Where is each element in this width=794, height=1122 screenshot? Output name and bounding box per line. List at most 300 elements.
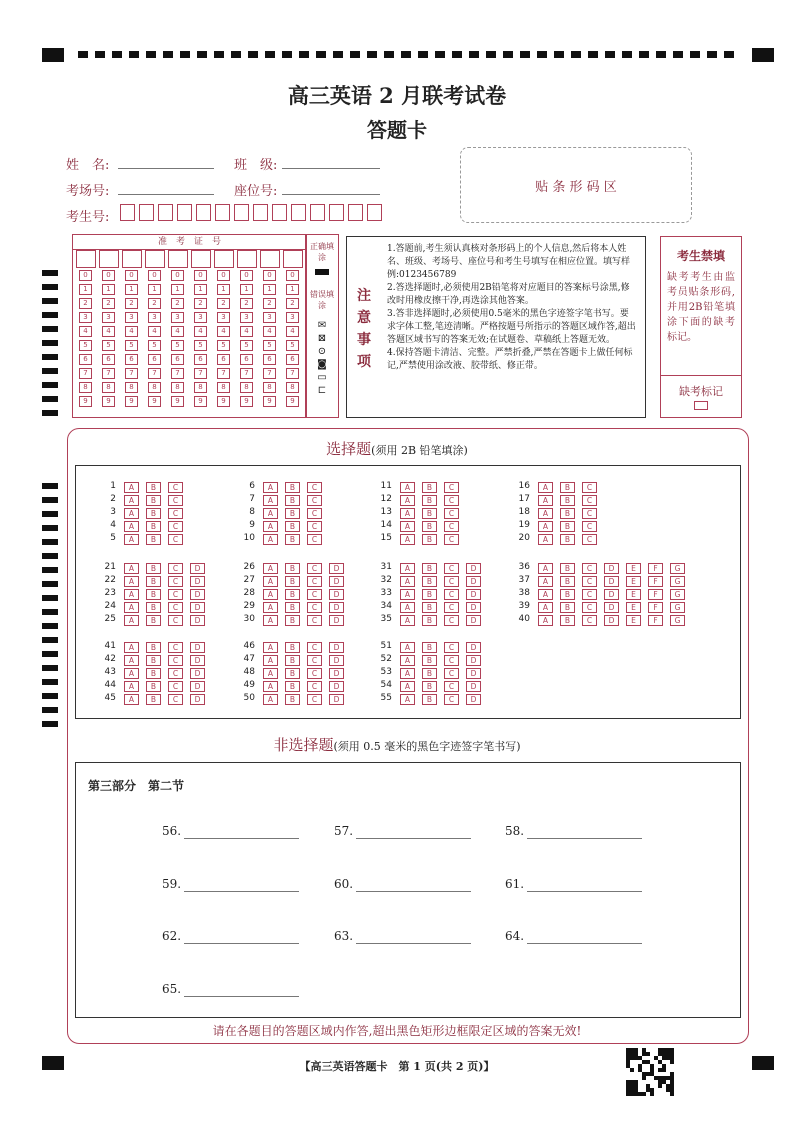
option-bubble[interactable]: B <box>422 694 437 705</box>
exam-digit-bubble[interactable]: 4 <box>263 326 276 337</box>
option-bubble[interactable]: C <box>307 495 322 506</box>
class-field[interactable] <box>282 168 380 169</box>
exam-digit-bubble[interactable]: 2 <box>148 298 161 309</box>
option-bubble[interactable]: A <box>124 508 139 519</box>
option-bubble[interactable]: A <box>263 563 278 574</box>
exam-digit-bubble[interactable]: 4 <box>102 326 115 337</box>
option-bubble[interactable]: A <box>400 655 415 666</box>
exam-digit-write-box[interactable] <box>260 250 280 268</box>
exam-digit-write-box[interactable] <box>191 250 211 268</box>
exam-digit-bubble[interactable]: 5 <box>171 340 184 351</box>
option-bubble[interactable]: D <box>466 681 481 692</box>
option-bubble[interactable]: C <box>444 521 459 532</box>
option-bubble[interactable]: B <box>422 482 437 493</box>
id-digit-box[interactable] <box>272 204 287 221</box>
option-bubble[interactable]: D <box>190 642 205 653</box>
option-bubble[interactable]: C <box>582 482 597 493</box>
exam-digit-bubble[interactable]: 7 <box>286 368 299 379</box>
option-bubble[interactable]: C <box>307 589 322 600</box>
option-bubble[interactable]: C <box>307 615 322 626</box>
exam-digit-bubble[interactable]: 6 <box>194 354 207 365</box>
exam-digit-bubble[interactable]: 7 <box>263 368 276 379</box>
option-bubble[interactable]: A <box>400 668 415 679</box>
option-bubble[interactable]: B <box>560 576 575 587</box>
exam-digit-bubble[interactable]: 2 <box>217 298 230 309</box>
option-bubble[interactable]: B <box>285 508 300 519</box>
option-bubble[interactable]: B <box>146 655 161 666</box>
exam-digit-bubble[interactable]: 7 <box>194 368 207 379</box>
id-digit-box[interactable] <box>367 204 382 221</box>
exam-digit-bubble[interactable]: 1 <box>263 284 276 295</box>
option-bubble[interactable]: B <box>422 563 437 574</box>
option-bubble[interactable]: D <box>466 589 481 600</box>
option-bubble[interactable]: F <box>648 563 663 574</box>
option-bubble[interactable]: C <box>307 534 322 545</box>
exam-digit-bubble[interactable]: 1 <box>148 284 161 295</box>
option-bubble[interactable]: F <box>648 576 663 587</box>
option-bubble[interactable]: B <box>422 576 437 587</box>
option-bubble[interactable]: A <box>538 508 553 519</box>
option-bubble[interactable]: C <box>582 602 597 613</box>
exam-digit-bubble[interactable]: 6 <box>102 354 115 365</box>
option-bubble[interactable]: D <box>190 615 205 626</box>
option-bubble[interactable]: C <box>307 508 322 519</box>
answer-line[interactable] <box>184 943 299 944</box>
option-bubble[interactable]: F <box>648 602 663 613</box>
option-bubble[interactable]: A <box>538 563 553 574</box>
exam-digit-bubble[interactable]: 6 <box>171 354 184 365</box>
exam-digit-bubble[interactable]: 4 <box>240 326 253 337</box>
exam-digit-bubble[interactable]: 8 <box>102 382 115 393</box>
exam-digit-bubble[interactable]: 9 <box>194 396 207 407</box>
exam-digit-bubble[interactable]: 0 <box>286 270 299 281</box>
id-digit-box[interactable] <box>253 204 268 221</box>
option-bubble[interactable]: C <box>168 615 183 626</box>
option-bubble[interactable]: B <box>422 615 437 626</box>
id-digit-box[interactable] <box>348 204 363 221</box>
option-bubble[interactable]: D <box>604 602 619 613</box>
option-bubble[interactable]: A <box>124 534 139 545</box>
id-digit-box[interactable] <box>139 204 154 221</box>
exam-digit-bubble[interactable]: 4 <box>125 326 138 337</box>
option-bubble[interactable]: B <box>560 589 575 600</box>
answer-line[interactable] <box>527 891 642 892</box>
option-bubble[interactable]: B <box>285 482 300 493</box>
option-bubble[interactable]: D <box>604 563 619 574</box>
option-bubble[interactable]: A <box>400 563 415 574</box>
exam-digit-bubble[interactable]: 2 <box>171 298 184 309</box>
option-bubble[interactable]: A <box>263 589 278 600</box>
exam-digit-bubble[interactable]: 6 <box>263 354 276 365</box>
option-bubble[interactable]: C <box>168 482 183 493</box>
id-digit-box[interactable] <box>234 204 249 221</box>
option-bubble[interactable]: D <box>190 602 205 613</box>
exam-digit-bubble[interactable]: 7 <box>102 368 115 379</box>
option-bubble[interactable]: A <box>538 521 553 532</box>
option-bubble[interactable]: A <box>400 681 415 692</box>
option-bubble[interactable]: A <box>538 534 553 545</box>
exam-digit-write-box[interactable] <box>99 250 119 268</box>
exam-digit-bubble[interactable]: 3 <box>79 312 92 323</box>
option-bubble[interactable]: A <box>263 521 278 532</box>
option-bubble[interactable]: D <box>329 668 344 679</box>
option-bubble[interactable]: B <box>422 508 437 519</box>
exam-digit-bubble[interactable]: 3 <box>148 312 161 323</box>
exam-digit-bubble[interactable]: 8 <box>125 382 138 393</box>
option-bubble[interactable]: E <box>626 563 641 574</box>
exam-digit-bubble[interactable]: 2 <box>240 298 253 309</box>
option-bubble[interactable]: C <box>307 482 322 493</box>
exam-digit-bubble[interactable]: 1 <box>79 284 92 295</box>
exam-digit-bubble[interactable]: 5 <box>125 340 138 351</box>
option-bubble[interactable]: D <box>190 668 205 679</box>
option-bubble[interactable]: B <box>560 534 575 545</box>
exam-digit-bubble[interactable]: 7 <box>217 368 230 379</box>
option-bubble[interactable]: D <box>466 694 481 705</box>
option-bubble[interactable]: B <box>146 482 161 493</box>
exam-digit-bubble[interactable]: 8 <box>148 382 161 393</box>
option-bubble[interactable]: B <box>285 602 300 613</box>
option-bubble[interactable]: A <box>400 694 415 705</box>
option-bubble[interactable]: A <box>263 655 278 666</box>
option-bubble[interactable]: E <box>626 576 641 587</box>
option-bubble[interactable]: B <box>422 642 437 653</box>
exam-digit-bubble[interactable]: 0 <box>79 270 92 281</box>
option-bubble[interactable]: A <box>263 482 278 493</box>
option-bubble[interactable]: C <box>444 495 459 506</box>
option-bubble[interactable]: A <box>400 521 415 532</box>
option-bubble[interactable]: C <box>444 602 459 613</box>
option-bubble[interactable]: A <box>400 482 415 493</box>
exam-digit-bubble[interactable]: 4 <box>194 326 207 337</box>
exam-digit-bubble[interactable]: 3 <box>263 312 276 323</box>
exam-digit-bubble[interactable]: 6 <box>125 354 138 365</box>
exam-digit-bubble[interactable]: 8 <box>194 382 207 393</box>
exam-digit-bubble[interactable]: 1 <box>171 284 184 295</box>
option-bubble[interactable]: C <box>307 602 322 613</box>
exam-digit-bubble[interactable]: 3 <box>125 312 138 323</box>
option-bubble[interactable]: A <box>400 589 415 600</box>
option-bubble[interactable]: C <box>307 563 322 574</box>
exam-digit-bubble[interactable]: 4 <box>286 326 299 337</box>
option-bubble[interactable]: B <box>422 521 437 532</box>
exam-digit-bubble[interactable]: 0 <box>171 270 184 281</box>
option-bubble[interactable]: C <box>168 495 183 506</box>
option-bubble[interactable]: D <box>329 642 344 653</box>
option-bubble[interactable]: D <box>466 602 481 613</box>
option-bubble[interactable]: D <box>329 589 344 600</box>
option-bubble[interactable]: D <box>329 694 344 705</box>
option-bubble[interactable]: C <box>444 563 459 574</box>
option-bubble[interactable]: C <box>307 668 322 679</box>
exam-digit-bubble[interactable]: 6 <box>240 354 253 365</box>
option-bubble[interactable]: C <box>168 668 183 679</box>
option-bubble[interactable]: B <box>146 534 161 545</box>
option-bubble[interactable]: C <box>444 668 459 679</box>
exam-digit-bubble[interactable]: 0 <box>194 270 207 281</box>
option-bubble[interactable]: B <box>560 495 575 506</box>
option-bubble[interactable]: B <box>285 694 300 705</box>
exam-digit-bubble[interactable]: 5 <box>286 340 299 351</box>
option-bubble[interactable]: C <box>582 521 597 532</box>
exam-digit-write-box[interactable] <box>122 250 142 268</box>
option-bubble[interactable]: D <box>604 589 619 600</box>
option-bubble[interactable]: A <box>538 576 553 587</box>
exam-digit-bubble[interactable]: 8 <box>263 382 276 393</box>
option-bubble[interactable]: F <box>648 589 663 600</box>
option-bubble[interactable]: A <box>124 521 139 532</box>
option-bubble[interactable]: B <box>146 521 161 532</box>
exam-digit-bubble[interactable]: 8 <box>79 382 92 393</box>
option-bubble[interactable]: D <box>604 615 619 626</box>
option-bubble[interactable]: C <box>168 589 183 600</box>
exam-digit-bubble[interactable]: 8 <box>286 382 299 393</box>
exam-digit-bubble[interactable]: 3 <box>217 312 230 323</box>
option-bubble[interactable]: B <box>285 521 300 532</box>
option-bubble[interactable]: C <box>444 534 459 545</box>
exam-digit-write-box[interactable] <box>76 250 96 268</box>
option-bubble[interactable]: G <box>670 615 685 626</box>
option-bubble[interactable]: B <box>146 508 161 519</box>
option-bubble[interactable]: C <box>307 694 322 705</box>
exam-digit-bubble[interactable]: 4 <box>217 326 230 337</box>
option-bubble[interactable]: B <box>146 602 161 613</box>
exam-digit-bubble[interactable]: 7 <box>79 368 92 379</box>
option-bubble[interactable]: A <box>538 615 553 626</box>
option-bubble[interactable]: C <box>444 642 459 653</box>
exam-digit-bubble[interactable]: 1 <box>240 284 253 295</box>
option-bubble[interactable]: A <box>538 602 553 613</box>
exam-digit-bubble[interactable]: 0 <box>125 270 138 281</box>
option-bubble[interactable]: D <box>329 655 344 666</box>
exam-digit-bubble[interactable]: 3 <box>286 312 299 323</box>
option-bubble[interactable]: C <box>307 655 322 666</box>
exam-digit-bubble[interactable]: 5 <box>148 340 161 351</box>
option-bubble[interactable]: B <box>285 495 300 506</box>
id-digit-box[interactable] <box>120 204 135 221</box>
option-bubble[interactable]: C <box>582 615 597 626</box>
id-digit-box[interactable] <box>215 204 230 221</box>
exam-digit-write-box[interactable] <box>283 250 303 268</box>
option-bubble[interactable]: D <box>466 655 481 666</box>
option-bubble[interactable]: B <box>146 642 161 653</box>
exam-digit-bubble[interactable]: 9 <box>263 396 276 407</box>
option-bubble[interactable]: B <box>146 681 161 692</box>
option-bubble[interactable]: B <box>560 521 575 532</box>
exam-digit-bubble[interactable]: 9 <box>79 396 92 407</box>
option-bubble[interactable]: A <box>400 602 415 613</box>
option-bubble[interactable]: A <box>124 615 139 626</box>
option-bubble[interactable]: D <box>466 563 481 574</box>
option-bubble[interactable]: B <box>285 668 300 679</box>
option-bubble[interactable]: A <box>124 495 139 506</box>
option-bubble[interactable]: C <box>168 655 183 666</box>
option-bubble[interactable]: E <box>626 589 641 600</box>
exam-digit-bubble[interactable]: 6 <box>217 354 230 365</box>
option-bubble[interactable]: A <box>124 589 139 600</box>
exam-digit-bubble[interactable]: 2 <box>263 298 276 309</box>
option-bubble[interactable]: A <box>538 495 553 506</box>
option-bubble[interactable]: A <box>400 508 415 519</box>
exam-digit-bubble[interactable]: 2 <box>102 298 115 309</box>
option-bubble[interactable]: A <box>400 495 415 506</box>
answer-line[interactable] <box>356 943 471 944</box>
exam-digit-bubble[interactable]: 4 <box>148 326 161 337</box>
option-bubble[interactable]: A <box>263 576 278 587</box>
option-bubble[interactable]: D <box>466 576 481 587</box>
exam-digit-bubble[interactable]: 0 <box>217 270 230 281</box>
option-bubble[interactable]: G <box>670 563 685 574</box>
exam-digit-write-box[interactable] <box>214 250 234 268</box>
exam-digit-bubble[interactable]: 0 <box>240 270 253 281</box>
option-bubble[interactable]: D <box>466 615 481 626</box>
exam-digit-bubble[interactable]: 1 <box>286 284 299 295</box>
exam-digit-bubble[interactable]: 5 <box>217 340 230 351</box>
option-bubble[interactable]: D <box>190 694 205 705</box>
option-bubble[interactable]: B <box>285 655 300 666</box>
option-bubble[interactable]: C <box>444 615 459 626</box>
option-bubble[interactable]: B <box>422 534 437 545</box>
option-bubble[interactable]: A <box>400 576 415 587</box>
option-bubble[interactable]: B <box>285 642 300 653</box>
option-bubble[interactable]: A <box>538 589 553 600</box>
exam-digit-bubble[interactable]: 0 <box>148 270 161 281</box>
option-bubble[interactable]: C <box>168 694 183 705</box>
option-bubble[interactable]: A <box>124 694 139 705</box>
seat-field[interactable] <box>282 194 380 195</box>
option-bubble[interactable]: G <box>670 602 685 613</box>
option-bubble[interactable]: B <box>560 563 575 574</box>
exam-digit-bubble[interactable]: 1 <box>194 284 207 295</box>
option-bubble[interactable]: A <box>538 482 553 493</box>
exam-digit-bubble[interactable]: 9 <box>102 396 115 407</box>
option-bubble[interactable]: C <box>307 576 322 587</box>
option-bubble[interactable]: A <box>263 668 278 679</box>
option-bubble[interactable]: D <box>329 563 344 574</box>
exam-digit-bubble[interactable]: 1 <box>102 284 115 295</box>
exam-digit-bubble[interactable]: 2 <box>79 298 92 309</box>
answer-line[interactable] <box>527 943 642 944</box>
option-bubble[interactable]: B <box>285 534 300 545</box>
option-bubble[interactable]: A <box>124 602 139 613</box>
option-bubble[interactable]: A <box>263 642 278 653</box>
option-bubble[interactable]: B <box>285 563 300 574</box>
option-bubble[interactable]: C <box>582 576 597 587</box>
option-bubble[interactable]: D <box>190 655 205 666</box>
option-bubble[interactable]: C <box>168 563 183 574</box>
exam-digit-bubble[interactable]: 3 <box>102 312 115 323</box>
answer-line[interactable] <box>184 838 299 839</box>
answer-line[interactable] <box>356 891 471 892</box>
option-bubble[interactable]: G <box>670 589 685 600</box>
option-bubble[interactable]: D <box>329 615 344 626</box>
option-bubble[interactable]: G <box>670 576 685 587</box>
option-bubble[interactable]: B <box>422 602 437 613</box>
option-bubble[interactable]: B <box>422 495 437 506</box>
option-bubble[interactable]: D <box>329 576 344 587</box>
option-bubble[interactable]: A <box>124 655 139 666</box>
exam-digit-bubble[interactable]: 3 <box>171 312 184 323</box>
id-digit-box[interactable] <box>196 204 211 221</box>
option-bubble[interactable]: A <box>124 642 139 653</box>
option-bubble[interactable]: A <box>263 615 278 626</box>
option-bubble[interactable]: C <box>307 642 322 653</box>
exam-digit-bubble[interactable]: 5 <box>263 340 276 351</box>
exam-digit-bubble[interactable]: 9 <box>171 396 184 407</box>
option-bubble[interactable]: D <box>190 576 205 587</box>
option-bubble[interactable]: B <box>146 495 161 506</box>
exam-digit-bubble[interactable]: 0 <box>102 270 115 281</box>
option-bubble[interactable]: B <box>422 668 437 679</box>
option-bubble[interactable]: A <box>124 681 139 692</box>
option-bubble[interactable]: B <box>146 615 161 626</box>
answer-line[interactable] <box>184 891 299 892</box>
option-bubble[interactable]: B <box>146 589 161 600</box>
option-bubble[interactable]: A <box>263 694 278 705</box>
option-bubble[interactable]: C <box>168 521 183 532</box>
option-bubble[interactable]: C <box>307 681 322 692</box>
option-bubble[interactable]: C <box>168 576 183 587</box>
option-bubble[interactable]: D <box>190 589 205 600</box>
absent-mark-box[interactable] <box>694 401 708 410</box>
exam-digit-bubble[interactable]: 9 <box>240 396 253 407</box>
exam-digit-bubble[interactable]: 1 <box>217 284 230 295</box>
exam-digit-bubble[interactable]: 4 <box>171 326 184 337</box>
option-bubble[interactable]: B <box>422 681 437 692</box>
option-bubble[interactable]: C <box>168 681 183 692</box>
option-bubble[interactable]: E <box>626 615 641 626</box>
option-bubble[interactable]: D <box>329 681 344 692</box>
exam-digit-bubble[interactable]: 7 <box>240 368 253 379</box>
option-bubble[interactable]: D <box>604 576 619 587</box>
exam-digit-bubble[interactable]: 6 <box>286 354 299 365</box>
exam-digit-bubble[interactable]: 6 <box>79 354 92 365</box>
option-bubble[interactable]: B <box>560 482 575 493</box>
room-field[interactable] <box>118 194 214 195</box>
option-bubble[interactable]: D <box>190 563 205 574</box>
option-bubble[interactable]: B <box>422 655 437 666</box>
id-digit-box[interactable] <box>291 204 306 221</box>
option-bubble[interactable]: D <box>190 681 205 692</box>
option-bubble[interactable]: C <box>168 534 183 545</box>
id-digit-box[interactable] <box>158 204 173 221</box>
name-field[interactable] <box>118 168 214 169</box>
option-bubble[interactable]: C <box>582 589 597 600</box>
answer-line[interactable] <box>527 838 642 839</box>
option-bubble[interactable]: A <box>124 482 139 493</box>
exam-digit-bubble[interactable]: 3 <box>194 312 207 323</box>
exam-digit-bubble[interactable]: 7 <box>148 368 161 379</box>
answer-line[interactable] <box>184 996 299 997</box>
option-bubble[interactable]: A <box>400 534 415 545</box>
option-bubble[interactable]: B <box>146 668 161 679</box>
option-bubble[interactable]: F <box>648 615 663 626</box>
option-bubble[interactable]: A <box>263 534 278 545</box>
exam-digit-bubble[interactable]: 5 <box>79 340 92 351</box>
exam-digit-bubble[interactable]: 2 <box>125 298 138 309</box>
exam-digit-bubble[interactable]: 4 <box>79 326 92 337</box>
option-bubble[interactable]: A <box>400 615 415 626</box>
exam-digit-bubble[interactable]: 2 <box>194 298 207 309</box>
option-bubble[interactable]: C <box>582 495 597 506</box>
option-bubble[interactable]: C <box>582 563 597 574</box>
option-bubble[interactable]: C <box>582 534 597 545</box>
id-digit-box[interactable] <box>329 204 344 221</box>
option-bubble[interactable]: E <box>626 602 641 613</box>
id-digit-box[interactable] <box>310 204 325 221</box>
option-bubble[interactable]: C <box>168 508 183 519</box>
exam-digit-bubble[interactable]: 9 <box>286 396 299 407</box>
